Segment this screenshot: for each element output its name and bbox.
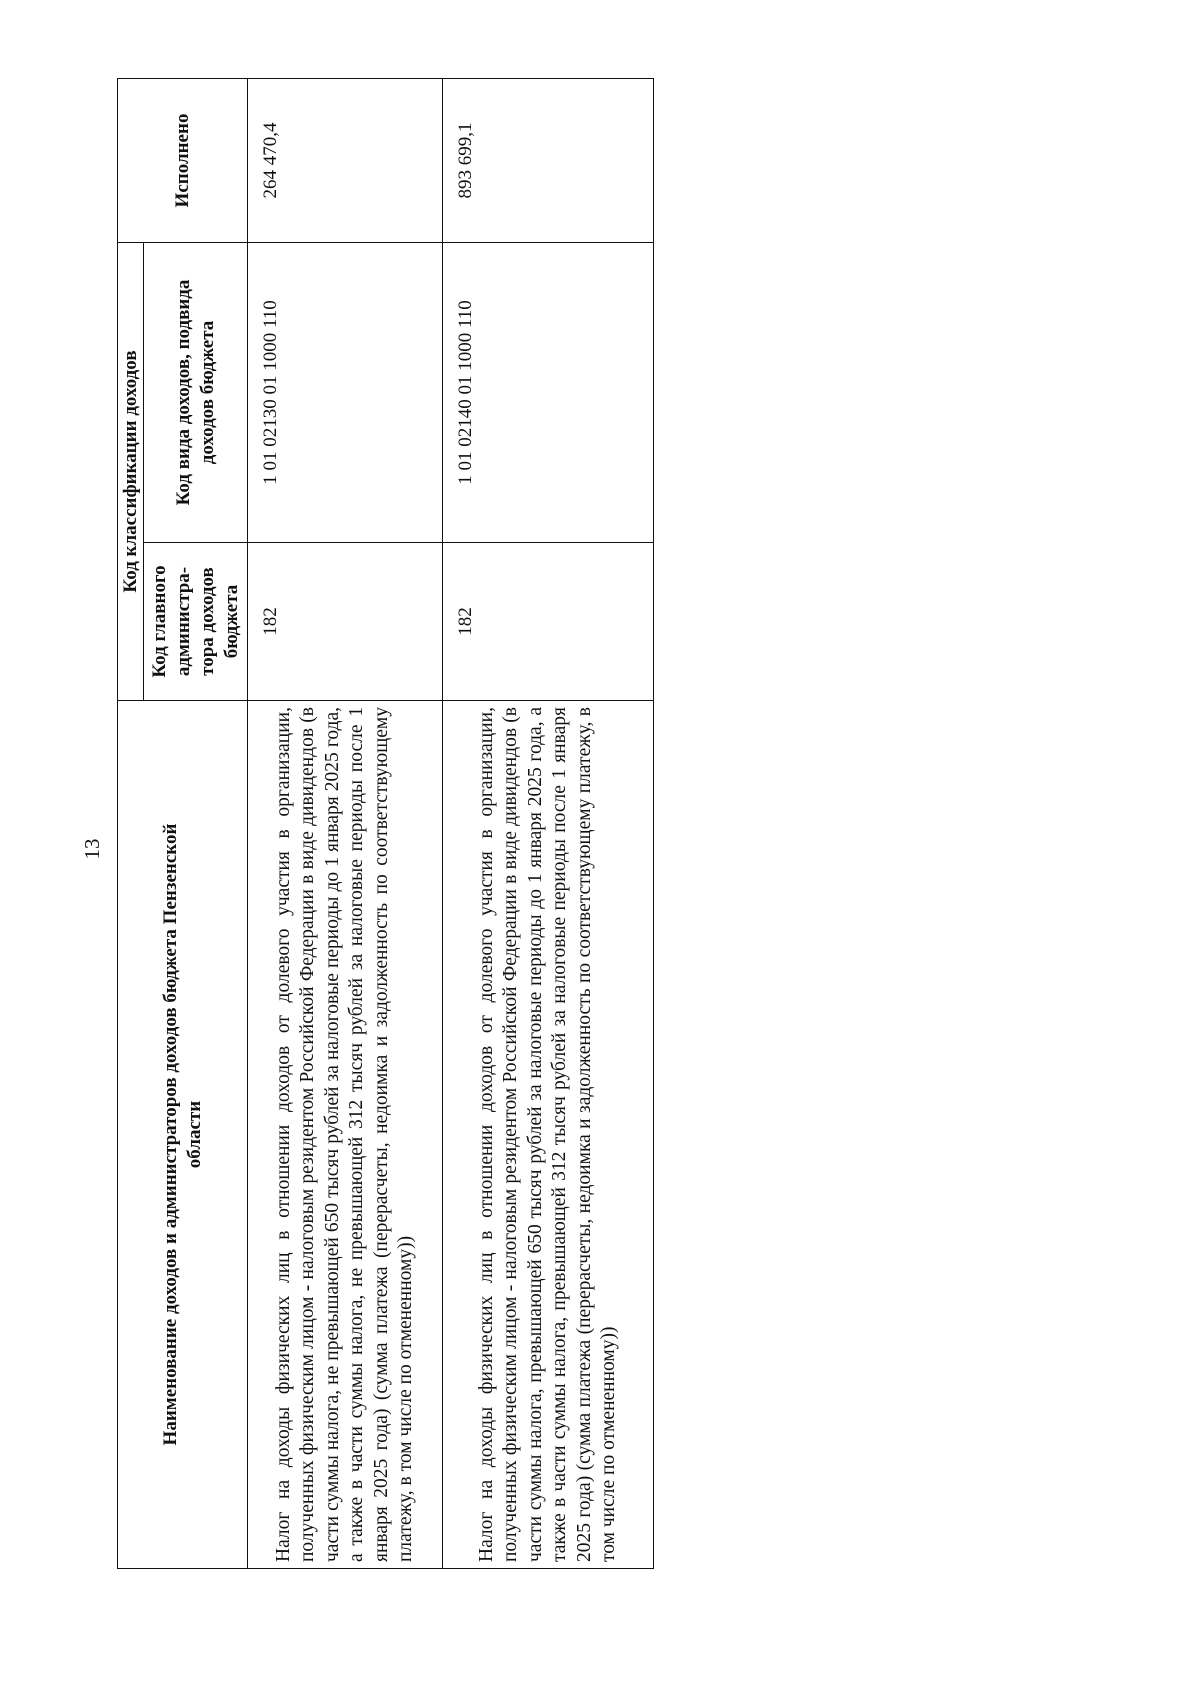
rotated-table-container	[117, 79, 653, 1569]
header-admin-code: Код главного администра-тора доходов бюджета	[144, 543, 248, 701]
table-row	[248, 79, 443, 1569]
row-admin-code: 182	[248, 543, 443, 701]
header-classification: Код классификации доходов	[118, 243, 144, 701]
header-row-1	[118, 79, 144, 1569]
table-row	[443, 79, 654, 1569]
row-description: Налог на доходы физических лиц в отношении доходов от долевого участия в организации, полученных физическим лицом - налоговым резидентом Российской Федерации в виде дивидендов (в части суммы налога, превышающей 650 тысяч рублей за налоговые периоды до 1 января 2025 года, а также в части суммы налога, превышающей 312 тысяч рублей за налоговые периоды после 1 января 2025 года) (сумма платежа (перерасчеты, недоимка и задолженность по соответствующему платежу, в том числе по отмененному))	[443, 701, 654, 1569]
row-kind-code: 1 01 02140 01 1000 110	[443, 243, 654, 543]
row-kind-code: 1 01 02130 01 1000 110	[248, 243, 443, 543]
header-kind-code: Код вида доходов, подвида доходов бюджета	[144, 243, 248, 543]
row-executed: 893 699,1	[443, 79, 654, 243]
row-description: Налог на доходы физических лиц в отношении доходов от долевого участия в организации, полученных физическим лицом - налоговым резидентом Российской Федерации в виде дивидендов (в части суммы налога, не превышающей 650 тысяч рублей за налоговые периоды до 1 января 2025 года, а также в части суммы налога, не превышающей 312 тысяч рублей за налоговые периоды после 1 января 2025 года) (сумма платежа (перерасчеты, недоимка и задолженность по соответствующему платежу, в том числе по отмененному))	[248, 701, 443, 1569]
row-admin-code: 182	[443, 543, 654, 701]
header-name: Наименование доходов и администраторов доходов бюджета Пензенской области	[118, 701, 248, 1569]
revenue-table	[117, 78, 654, 1569]
page-number: 13	[80, 838, 104, 860]
header-executed: Исполнено	[118, 79, 248, 243]
row-executed: 264 470,4	[248, 79, 443, 243]
